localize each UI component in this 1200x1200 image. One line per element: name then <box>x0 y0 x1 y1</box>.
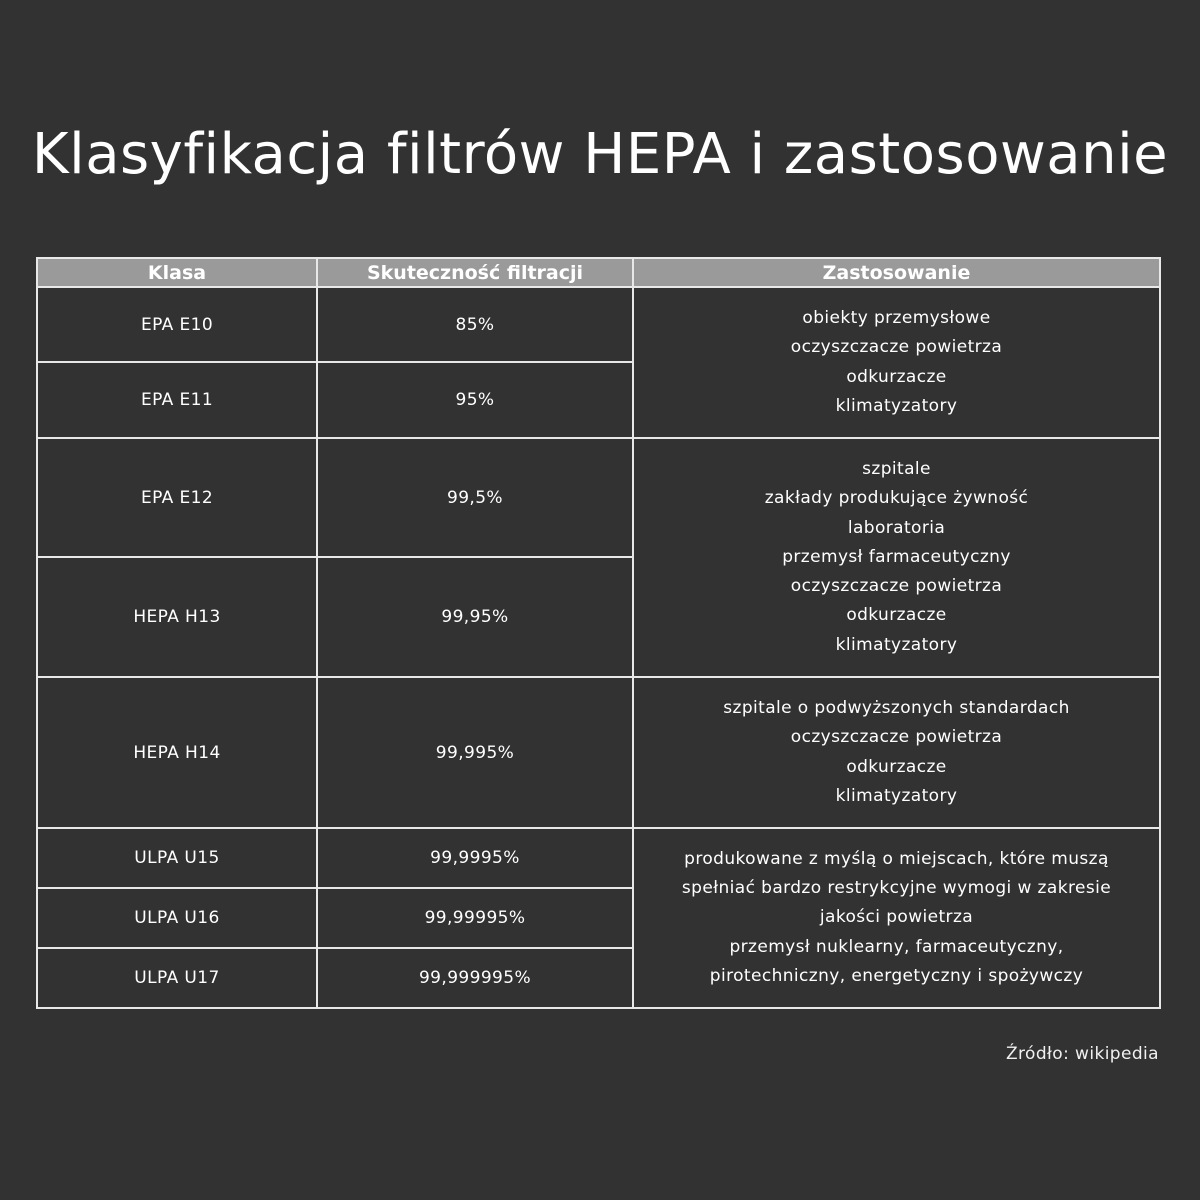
zastosowanie-line: zakłady produkujące żywność <box>764 488 1029 509</box>
zastosowanie-line: oczyszczacze powietrza <box>790 727 1003 748</box>
source-note: Źródło: wikipedia <box>1006 1044 1159 1064</box>
zastosowanie-line: klimatyzatory <box>835 395 958 416</box>
table-header-row <box>37 258 1160 287</box>
table-row <box>37 828 1160 888</box>
cell-klasa: EPA E11 <box>37 362 317 438</box>
table-row <box>37 677 1160 828</box>
zastosowanie-line: odkurzacze <box>846 605 947 626</box>
zastosowanie-line: oczyszczacze powietrza <box>790 576 1003 597</box>
page-title: Klasyfikacja filtrów HEPA i zastosowanie <box>31 122 1169 187</box>
zastosowanie-line: laboratoria <box>847 517 946 538</box>
zastosowanie-line: klimatyzatory <box>835 634 958 655</box>
zastosowanie-line: jakości powietrza <box>819 907 974 928</box>
zastosowanie-line: odkurzacze <box>846 756 947 777</box>
zastosowanie-line: przemysł nuklearny, farmaceutyczny, <box>729 936 1064 957</box>
zastosowanie-line: spełniać bardzo restrykcyjne wymogi w zakresie <box>681 878 1112 899</box>
cell-klasa: HEPA H14 <box>37 677 317 828</box>
zastosowanie-line: klimatyzatory <box>835 785 958 806</box>
cell-skutecznosc: 95% <box>317 362 633 438</box>
cell-klasa: ULPA U15 <box>37 828 317 888</box>
zastosowanie-line: produkowane z myślą o miejscach, które muszą <box>684 848 1109 869</box>
cell-klasa: EPA E10 <box>37 287 317 362</box>
zastosowanie-line: przemysł farmaceutyczny <box>782 546 1011 567</box>
cell-klasa: EPA E12 <box>37 438 317 557</box>
cell-skutecznosc: 85% <box>317 287 633 362</box>
cell-klasa: ULPA U17 <box>37 948 317 1008</box>
cell-skutecznosc: 99,999995% <box>317 948 633 1008</box>
cell-klasa: ULPA U16 <box>37 888 317 948</box>
cell-zastosowanie <box>633 828 1160 1008</box>
zastosowanie-line: obiekty przemysłowe <box>802 308 991 329</box>
table-row <box>37 438 1160 557</box>
column-header-zastosowanie: Zastosowanie <box>633 258 1160 287</box>
column-header-klasa: Klasa <box>37 258 317 287</box>
cell-zastosowanie <box>633 438 1160 677</box>
cell-skutecznosc: 99,99995% <box>317 888 633 948</box>
cell-skutecznosc: 99,995% <box>317 677 633 828</box>
hepa-classification-table <box>36 257 1161 1009</box>
cell-skutecznosc: 99,5% <box>317 438 633 557</box>
column-header-skutecznosc: Skuteczność filtracji <box>317 258 633 287</box>
cell-klasa: HEPA H13 <box>37 557 317 677</box>
cell-zastosowanie <box>633 677 1160 828</box>
zastosowanie-line: szpitale o podwyższonych standardach <box>723 698 1070 719</box>
cell-skutecznosc: 99,9995% <box>317 828 633 888</box>
zastosowanie-line: pirotechniczny, energetyczny i spożywczy <box>709 965 1084 986</box>
zastosowanie-line: oczyszczacze powietrza <box>790 337 1003 358</box>
cell-skutecznosc: 99,95% <box>317 557 633 677</box>
table-row <box>37 287 1160 362</box>
cell-zastosowanie <box>633 287 1160 438</box>
zastosowanie-line: odkurzacze <box>846 366 947 387</box>
zastosowanie-line: szpitale <box>862 459 931 480</box>
